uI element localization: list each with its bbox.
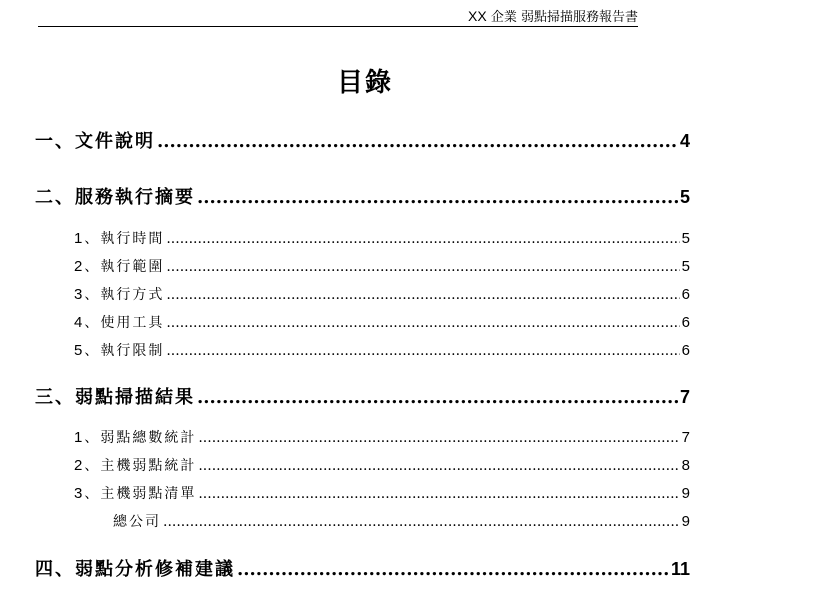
dot-leader xyxy=(198,486,679,502)
dot-leader xyxy=(198,430,679,446)
dot-leader xyxy=(157,131,678,152)
toc-page-number: 7 xyxy=(681,429,690,446)
dot-leader xyxy=(197,387,678,408)
toc-page-number: 9 xyxy=(681,485,690,502)
toc-label: 、執行限制 xyxy=(84,343,165,359)
toc-entry-3-3[interactable] xyxy=(74,483,690,503)
toc-entry-3-2[interactable] xyxy=(74,455,690,475)
dot-leader xyxy=(166,287,679,303)
dot-leader xyxy=(163,514,680,530)
toc-number: 4 xyxy=(74,314,85,331)
dot-leader xyxy=(166,343,679,359)
page-title: 目錄 xyxy=(336,68,393,98)
toc-label: 、執行方式 xyxy=(84,287,165,303)
toc-entry-section-2[interactable] xyxy=(35,183,690,209)
toc-number: 1 xyxy=(74,429,85,446)
toc-label: 二、服務執行摘要 xyxy=(35,187,195,208)
toc-entry-2-4[interactable] xyxy=(74,312,690,332)
toc-page-number: 8 xyxy=(681,457,690,474)
dot-leader xyxy=(166,315,679,331)
toc-number: 5 xyxy=(74,342,85,359)
toc-label: 、弱點總數統計 xyxy=(84,430,197,446)
dot-leader xyxy=(166,231,679,247)
toc-entry-section-3[interactable] xyxy=(35,383,690,409)
running-header xyxy=(38,6,638,27)
toc-entry-2-1[interactable] xyxy=(74,228,690,248)
header-title: 企業 弱點掃描服務報告書 xyxy=(490,10,638,25)
toc-entry-3-3-1[interactable] xyxy=(113,511,690,531)
toc-page-number: 4 xyxy=(679,131,690,151)
toc-number: 1 xyxy=(74,230,85,247)
toc-number: 3 xyxy=(74,485,85,502)
toc-entry-2-5[interactable] xyxy=(74,340,690,360)
toc-label: 、主機弱點統計 xyxy=(84,458,197,474)
toc-page-number: 5 xyxy=(681,230,690,247)
toc-label: 一、文件說明 xyxy=(35,131,155,152)
toc-page-number: 5 xyxy=(679,187,690,207)
dot-leader xyxy=(198,458,679,474)
toc-entry-section-4[interactable] xyxy=(35,555,690,581)
toc-entry-2-2[interactable] xyxy=(74,256,690,276)
toc-entry-2-3[interactable] xyxy=(74,284,690,304)
toc-page-number: 9 xyxy=(681,513,690,530)
toc-page-number: 6 xyxy=(681,286,690,303)
toc-label: 四、弱點分析修補建議 xyxy=(35,559,235,580)
toc-label: 、主機弱點清單 xyxy=(84,486,197,502)
dot-leader xyxy=(237,559,669,580)
toc-number: 2 xyxy=(74,457,85,474)
header-brand: XX xyxy=(468,8,487,24)
toc-label: 、執行時間 xyxy=(84,231,165,247)
toc-number: 2 xyxy=(74,258,85,275)
toc-page-number: 7 xyxy=(679,387,690,407)
dot-leader xyxy=(166,259,679,275)
toc-entry-section-1[interactable] xyxy=(35,127,690,153)
toc-page-number: 11 xyxy=(670,559,690,579)
toc-label: 三、弱點掃描結果 xyxy=(35,387,195,408)
dot-leader xyxy=(197,187,678,208)
toc-number: 3 xyxy=(74,286,85,303)
toc-entry-3-1[interactable] xyxy=(74,427,690,447)
toc-page-number: 5 xyxy=(681,258,690,275)
toc-label: 總公司 xyxy=(113,514,161,530)
toc-label: 、使用工具 xyxy=(84,315,165,331)
toc-page-number: 6 xyxy=(681,342,690,359)
toc-page-number: 6 xyxy=(681,314,690,331)
toc-label: 、執行範圍 xyxy=(84,259,165,275)
